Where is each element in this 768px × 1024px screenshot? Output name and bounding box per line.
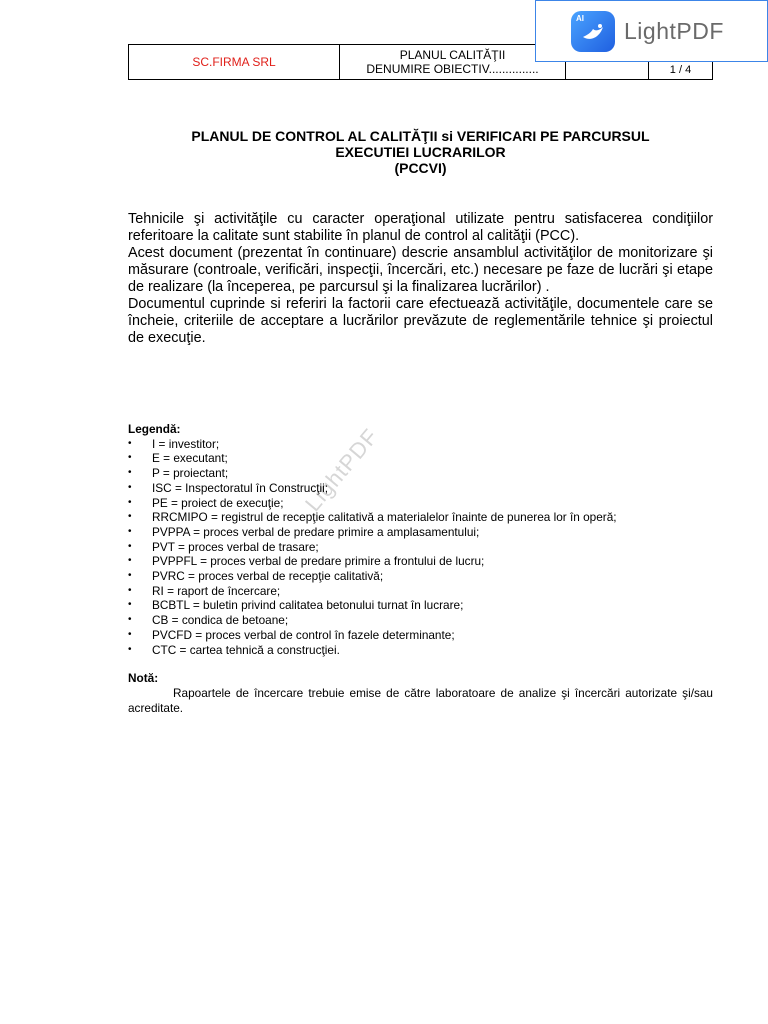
title-line-1: PLANUL DE CONTROL AL CALITĂŢII si VERIFICARI PE PARCURSUL bbox=[191, 128, 650, 144]
plan-title: PLANUL CALITĂŢII bbox=[399, 48, 506, 62]
legend-item: • PE = proiect de execuţie; bbox=[128, 496, 713, 511]
note-text: Rapoartele de încercare trebuie emise de către laboratoare de analize şi încercări autorizate şi/sau acreditate. bbox=[128, 686, 713, 715]
legend-item: • PVCFD = proces verbal de control în fazele determinante; bbox=[128, 628, 713, 643]
ai-label: AI bbox=[576, 13, 584, 23]
intro-paragraph: Acest document (prezentat în continuare) descrie ansamblul activităţilor de monitorizare şi măsurare (controale, verificări, inspecţii, încercări, etc.) necesare pe faze de lucrări şi etape de realizare (la începerea, pe parcursul şi la finalizarea lucrărilor) . bbox=[128, 245, 713, 295]
page-number: 1 / 4 bbox=[669, 64, 692, 76]
objective-name: DENUMIRE OBIECTIV............... bbox=[366, 62, 539, 76]
legend-item: • E = executant; bbox=[128, 451, 713, 466]
lightpdf-badge[interactable] bbox=[535, 0, 768, 62]
legend-item: • PVT = proces verbal de trasare; bbox=[128, 540, 713, 555]
legend-item: • ISC = Inspectoratul în Construcţii; bbox=[128, 481, 713, 496]
bird-icon bbox=[579, 19, 607, 45]
lightpdf-brand-name: LightPDF bbox=[624, 17, 724, 44]
lightpdf-logo-icon bbox=[571, 11, 615, 52]
note-section bbox=[128, 671, 713, 716]
intro-text bbox=[128, 211, 713, 347]
legend-item: • BCBTL = buletin privind calitatea betonului turnat în lucrare; bbox=[128, 598, 713, 613]
watermark: LightPDF bbox=[300, 423, 384, 517]
legend-item: • I = investitor; bbox=[128, 437, 713, 452]
legend-heading: Legendă: bbox=[128, 422, 181, 436]
legend-list bbox=[128, 437, 713, 658]
company-cell: SC.FIRMA SRL bbox=[129, 45, 340, 79]
legend-item: • PVPPA = proces verbal de predare primire a amplasamentului; bbox=[128, 525, 713, 540]
legend bbox=[128, 422, 713, 657]
intro-paragraph: Documentul cuprinde si referiri la factorii care efectuează activităţile, documentele care se încheie, criteriile de acceptare a lucrărilor prevăzute de reglementările tehnice şi proiectul de execuţie. bbox=[128, 296, 713, 346]
document-title bbox=[128, 128, 713, 176]
legend-item: • RI = raport de încercare; bbox=[128, 584, 713, 599]
title-line-3: (PCCVI) bbox=[394, 160, 447, 176]
legend-item: • CTC = cartea tehnică a construcţiei. bbox=[128, 643, 713, 658]
legend-item: • RRCMIPO = registrul de recepţie calitativă a materialelor înainte de punerea lor în operă; bbox=[128, 510, 713, 525]
intro-paragraph: Tehnicile şi activităţile cu caracter operaţional utilizate pentru satisfacerea condiţiilor referitoare la calitate sunt stabilite în planul de control al calităţii (PCC). bbox=[128, 211, 713, 244]
legend-item: • PVPPFL = proces verbal de predare primire a frontului de lucru; bbox=[128, 554, 713, 569]
legend-item: • P = proiectant; bbox=[128, 466, 713, 481]
legend-item: • PVRC = proces verbal de recepţie calitativă; bbox=[128, 569, 713, 584]
note-heading: Notă: bbox=[128, 671, 159, 685]
plan-title-cell bbox=[340, 45, 566, 79]
title-line-2: EXECUTIEI LUCRARILOR bbox=[335, 144, 506, 160]
legend-item: • CB = condica de betoane; bbox=[128, 613, 713, 628]
